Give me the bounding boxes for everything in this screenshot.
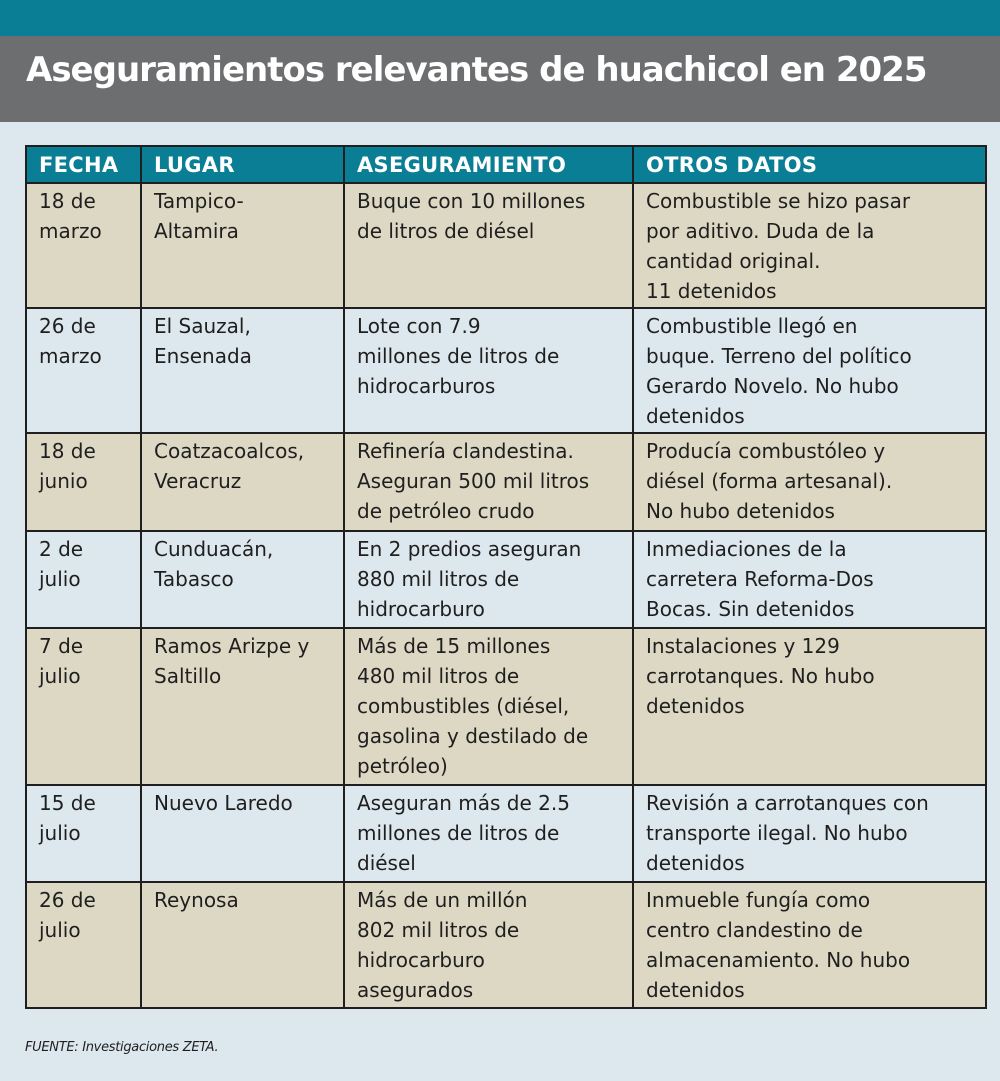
cell-lugar: Coatzacoalcos, Veracruz xyxy=(141,433,344,531)
cell-fecha: 18 de junio xyxy=(26,433,141,531)
cell-aseguramiento: Más de 15 millones 480 mil litros de combustibles (diésel, gasolina y destilado de petróleo) xyxy=(344,628,633,785)
page-title: Aseguramientos relevantes de huachicol en 2025 xyxy=(26,50,927,90)
table-row xyxy=(26,433,986,531)
table-row xyxy=(26,785,986,882)
top-color-band xyxy=(0,0,1000,36)
cell-lugar: Ramos Arizpe y Saltillo xyxy=(141,628,344,785)
table-row xyxy=(26,308,986,433)
header-aseguramiento: ASEGURAMIENTO xyxy=(344,146,633,183)
cell-lugar: Nuevo Laredo xyxy=(141,785,344,882)
seizures-table xyxy=(25,145,987,1009)
cell-aseguramiento: Más de un millón 802 mil litros de hidrocarburo asegurados xyxy=(344,882,633,1008)
cell-lugar: Reynosa xyxy=(141,882,344,1008)
cell-aseguramiento: Aseguran más de 2.5 millones de litros de diésel xyxy=(344,785,633,882)
cell-otros-datos: Inmediaciones de la carretera Reforma-Dos Bocas. Sin detenidos xyxy=(633,531,986,628)
table-header-row xyxy=(26,146,986,183)
header-fecha: FECHA xyxy=(26,146,141,183)
cell-otros-datos: Producía combustóleo y diésel (forma artesanal). No hubo detenidos xyxy=(633,433,986,531)
cell-aseguramiento: Refinería clandestina. Aseguran 500 mil litros de petróleo crudo xyxy=(344,433,633,531)
cell-fecha: 15 de julio xyxy=(26,785,141,882)
cell-fecha: 2 de julio xyxy=(26,531,141,628)
cell-otros-datos: Inmueble fungía como centro clandestino de almacenamiento. No hubo detenidos xyxy=(633,882,986,1008)
cell-otros-datos: Combustible se hizo pasar por aditivo. Duda de la cantidad original. 11 detenidos xyxy=(633,183,986,308)
cell-aseguramiento: Lote con 7.9 millones de litros de hidrocarburos xyxy=(344,308,633,433)
cell-aseguramiento: Buque con 10 millones de litros de diésel xyxy=(344,183,633,308)
table-row xyxy=(26,531,986,628)
cell-otros-datos: Instalaciones y 129 carrotanques. No hubo detenidos xyxy=(633,628,986,785)
cell-lugar: Cunduacán, Tabasco xyxy=(141,531,344,628)
cell-fecha: 7 de julio xyxy=(26,628,141,785)
cell-fecha: 18 de marzo xyxy=(26,183,141,308)
cell-aseguramiento: En 2 predios aseguran 880 mil litros de hidrocarburo xyxy=(344,531,633,628)
table-row xyxy=(26,183,986,308)
cell-lugar: El Sauzal, Ensenada xyxy=(141,308,344,433)
table-row xyxy=(26,628,986,785)
cell-fecha: 26 de julio xyxy=(26,882,141,1008)
cell-otros-datos: Combustible llegó en buque. Terreno del político Gerardo Novelo. No hubo detenidos xyxy=(633,308,986,433)
cell-lugar: Tampico- Altamira xyxy=(141,183,344,308)
cell-otros-datos: Revisión a carrotanques con transporte ilegal. No hubo detenidos xyxy=(633,785,986,882)
cell-fecha: 26 de marzo xyxy=(26,308,141,433)
header-otros-datos: OTROS DATOS xyxy=(633,146,986,183)
source-note: FUENTE: Investigaciones ZETA. xyxy=(25,1040,219,1055)
table-row xyxy=(26,882,986,1008)
header-lugar: LUGAR xyxy=(141,146,344,183)
